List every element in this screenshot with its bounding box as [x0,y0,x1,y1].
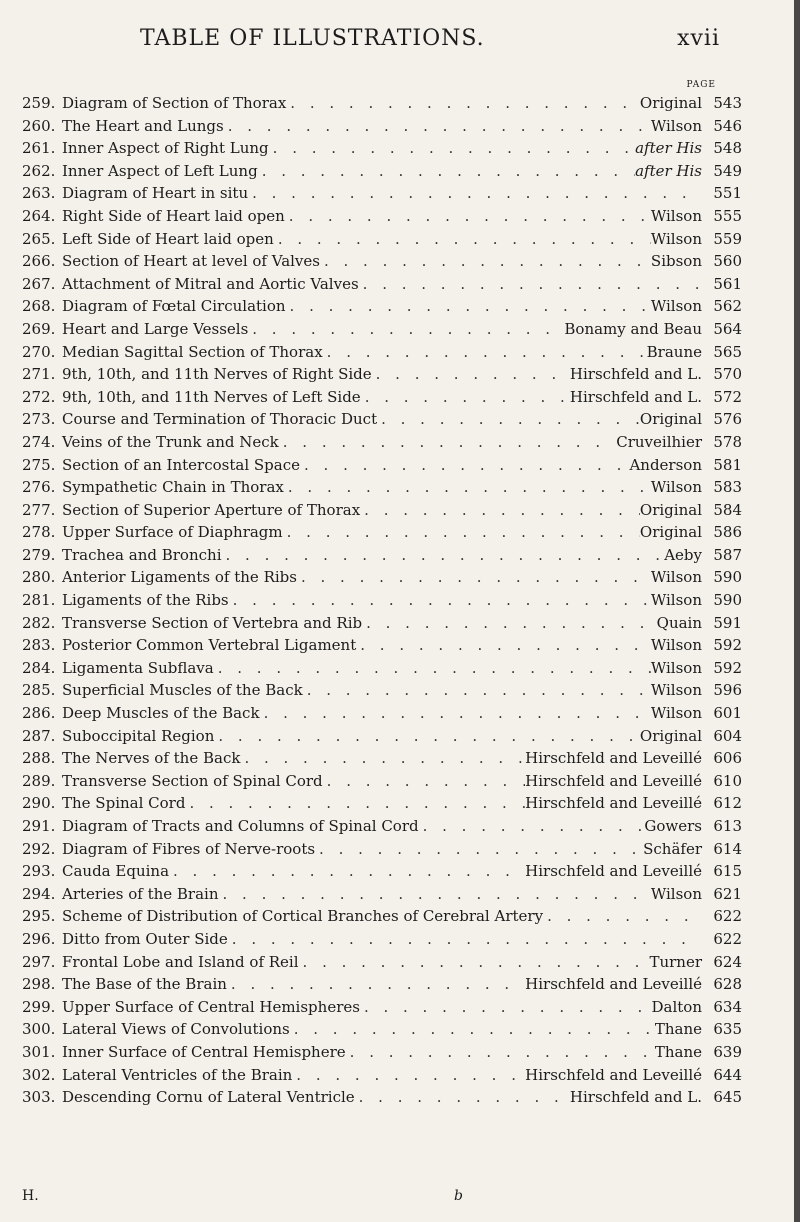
dot-leader [219,885,651,903]
figure-source: Braune [646,342,702,361]
figure-page: 612 [713,794,742,813]
figure-source: Hirschfeld and Leveillé [525,794,702,813]
dot-leader [419,817,645,835]
figure-page: 592 [713,658,742,677]
list-item [22,749,742,772]
figure-number: 270. [22,342,56,361]
dot-leader [300,456,629,474]
figure-number: 300. [22,1020,56,1039]
figure-source: Wilson [650,884,702,903]
dot-leader [315,840,643,858]
figure-title: Ditto from Outer Side [62,929,228,948]
figure-number: 292. [22,839,56,858]
figure-number: 293. [22,862,56,881]
figure-number: 301. [22,1042,56,1061]
list-item [22,862,742,885]
figure-title: Attachment of Mitral and Aortic Valves [62,274,359,293]
figure-page: 621 [713,884,742,903]
figure-title: Lateral Views of Convolutions [62,1020,290,1039]
figure-page: 543 [713,94,742,112]
dot-leader [227,975,525,993]
list-item [22,1020,742,1043]
list-item [22,794,742,817]
figure-source: Hirschfeld and Leveillé [525,1065,702,1084]
figure-number: 285. [22,681,56,700]
page-edge-shadow [794,0,800,1222]
figure-number: 275. [22,455,56,474]
figure-number: 259. [22,94,56,112]
figure-page: 548 [713,139,742,158]
figure-page: 583 [713,478,742,497]
figure-title: Veins of the Trunk and Neck [62,432,279,451]
figure-page: 546 [713,116,742,135]
figure-title: Transverse Section of Vertebra and Rib [62,613,363,632]
dot-leader [222,546,665,564]
figure-number: 279. [22,545,56,564]
dot-leader [224,117,651,135]
figure-title: Section of Heart at level of Valves [62,252,320,271]
list-item [22,704,742,727]
figure-source: Thane [654,1020,702,1039]
figure-source: Original [639,523,702,542]
figure-number: 268. [22,297,56,316]
figure-source: Quain [656,613,702,632]
figure-page: 581 [713,455,742,474]
figure-source: Cruveilhier [616,432,702,451]
figure-source: Hirschfeld and Leveillé [525,771,702,790]
figure-source: Hirschfeld and L. [569,365,702,384]
figure-title: Scheme of Distribution of Cortical Branches of Cerebral Artery [62,907,544,926]
dot-leader [285,207,651,225]
figure-title: Ligaments of the Ribs [62,591,229,610]
list-item [22,433,742,456]
figure-title: Inner Aspect of Left Lung [62,161,258,180]
figure-title: 9th, 10th, and 11th Nerves of Right Side [62,365,372,384]
figure-page: 564 [713,319,742,338]
list-item [22,117,742,140]
list-item [22,772,742,795]
figure-number: 271. [22,365,56,384]
dot-leader [286,297,651,315]
dot-leader [323,772,526,790]
dot-leader [292,1066,525,1084]
dot-leader [228,930,702,948]
figure-number: 299. [22,997,56,1016]
list-item [22,817,742,840]
figure-number: 261. [22,139,56,158]
figure-source: Wilson [650,568,702,587]
figure-page: 590 [713,591,742,610]
list-item [22,230,742,253]
figure-page: 644 [713,1065,742,1084]
figure-title: The Spinal Cord [62,794,186,813]
figure-source: Hirschfeld and L. [569,1088,702,1107]
figure-page: 596 [713,681,742,700]
dot-leader [279,433,616,451]
figure-number: 272. [22,387,56,406]
list-item [22,252,742,275]
figure-number: 280. [22,568,56,587]
figure-source: after His [635,139,702,158]
figure-page: 624 [713,952,742,971]
list-item [22,388,742,411]
figure-source: Original [639,410,702,429]
figure-source: Original [639,94,702,112]
list-item [22,1088,742,1111]
figure-source: after His [635,161,702,180]
figure-source: Anderson [629,455,702,474]
figure-source: Dalton [651,997,702,1016]
figure-page: 613 [713,817,742,835]
figure-page: 562 [713,297,742,316]
figure-page: 615 [713,862,742,881]
figure-number: 298. [22,975,56,994]
list-item [22,998,742,1021]
dot-leader [248,320,564,338]
list-item [22,162,742,185]
figure-page: 584 [713,500,742,519]
figure-title: Course and Termination of Thoracic Duct [62,410,378,429]
figure-page: 635 [713,1020,742,1039]
dot-leader [248,184,702,202]
list-item [22,320,742,343]
figure-number: 283. [22,636,56,655]
figure-title: Diagram of Section of Thorax [62,94,287,112]
figure-number: 282. [22,613,56,632]
figure-title: Section of Superior Aperture of Thorax [62,500,361,519]
list-item [22,1043,742,1066]
figure-page: 570 [713,365,742,384]
figure-page: 639 [713,1042,742,1061]
figure-page: 606 [713,749,742,768]
figure-page: 601 [713,704,742,723]
list-item [22,207,742,230]
list-item [22,501,742,524]
figure-title: Diagram of Heart in situ [62,184,249,203]
figure-page: 551 [713,184,742,203]
figure-number: 289. [22,771,56,790]
figure-title: Upper Surface of Diaphragm [62,523,283,542]
figure-number: 296. [22,929,56,948]
figure-number: 266. [22,252,56,271]
list-item [22,727,742,750]
figure-source: Turner [649,952,702,971]
page-numeral: xvii [677,26,720,51]
figure-title: 9th, 10th, and 11th Nerves of Left Side [62,387,361,406]
figure-title: Heart and Large Vessels [62,319,249,338]
list-item [22,953,742,976]
figure-page: 587 [713,545,742,564]
figure-source: Wilson [650,681,702,700]
dot-leader [286,94,640,112]
figure-title: Diagram of Fibres of Nerve-roots [62,839,316,858]
figure-title: Posterior Common Vertebral Ligament [62,636,357,655]
figure-source: Gowers [644,817,702,835]
gathering-mark: b [454,1188,463,1204]
figure-number: 264. [22,206,56,225]
dot-leader [320,252,651,270]
running-header [0,22,800,56]
dot-leader [284,478,651,496]
figure-title: Inner Surface of Central Hemisphere [62,1042,346,1061]
list-item [22,636,742,659]
figure-number: 262. [22,161,56,180]
dot-leader [362,614,657,632]
dot-leader [346,1043,655,1061]
figure-number: 290. [22,794,56,813]
figure-title: The Heart and Lungs [62,116,224,135]
list-item [22,184,742,207]
figure-page: 634 [713,997,742,1016]
dot-leader [360,998,652,1016]
figure-title: The Nerves of the Back [62,749,241,768]
list-item [22,275,742,298]
figure-number: 302. [22,1065,56,1084]
figure-source: Wilson [650,658,702,677]
figure-title: Inner Aspect of Right Lung [62,139,269,158]
list-item [22,614,742,637]
figure-source: Wilson [650,116,702,135]
figure-title: Superficial Muscles of the Back [62,681,303,700]
figure-page: 590 [713,568,742,587]
figure-source: Wilson [650,229,702,248]
figure-page: 559 [713,229,742,248]
figure-page: 645 [713,1088,742,1107]
list-item [22,478,742,501]
figure-page: 565 [713,342,742,361]
figure-source: Bonamy and Beau [564,319,702,338]
dot-leader [543,907,702,925]
figure-source: Wilson [650,636,702,655]
figure-source: Hirschfeld and L. [569,387,702,406]
list-item [22,523,742,546]
figure-title: Ligamenta Subflava [62,658,214,677]
figure-source: Original [639,726,702,745]
dot-leader [274,230,651,248]
dot-leader [299,953,650,971]
figure-title: Deep Muscles of the Back [62,704,260,723]
dot-leader [297,568,651,586]
figure-title: Suboccipital Region [62,726,215,745]
figure-page: 604 [713,726,742,745]
figure-source: Wilson [650,297,702,316]
list-item [22,139,742,162]
figure-page: 610 [713,771,742,790]
list-item [22,1066,742,1089]
dot-leader [290,1020,655,1038]
list-item [22,546,742,569]
figure-source: Hirschfeld and Leveillé [525,749,702,768]
dot-leader [240,749,525,767]
figure-source: Original [639,500,702,519]
dot-leader [360,501,640,519]
list-item [22,456,742,479]
figure-source: Sibson [650,252,702,271]
dot-leader [323,343,647,361]
figure-number: 303. [22,1088,56,1107]
dot-leader [214,659,651,677]
figure-page: 561 [713,274,742,293]
figure-page: 576 [713,410,742,429]
figure-source: Wilson [650,704,702,723]
dot-leader [260,704,651,722]
dot-leader [258,162,635,180]
dot-leader [372,365,570,383]
figure-page: 622 [713,907,742,926]
figure-number: 284. [22,658,56,677]
dot-leader [359,275,702,293]
figure-title: Anterior Ligaments of the Ribs [62,568,297,587]
figure-source: Wilson [650,206,702,225]
figure-number: 267. [22,274,56,293]
figure-number: 273. [22,410,56,429]
figure-title: Diagram of Fœtal Circulation [62,297,286,316]
figure-number: 274. [22,432,56,451]
figure-title: Left Side of Heart laid open [62,229,274,248]
list-item [22,568,742,591]
dot-leader [361,388,570,406]
figure-page: 586 [713,523,742,542]
figure-title: Lateral Ventricles of the Brain [62,1065,293,1084]
figure-number: 294. [22,884,56,903]
figure-title: The Base of the Brain [62,975,227,994]
page-footer [22,1188,742,1208]
figure-source: Aeby [664,545,702,564]
dot-leader [214,727,640,745]
figure-source: Hirschfeld and Leveillé [525,862,702,881]
figure-number: 286. [22,704,56,723]
list-item [22,343,742,366]
signature-mark: H. [22,1188,39,1204]
figure-page: 592 [713,636,742,655]
dot-leader [269,139,635,157]
figure-title: Right Side of Heart laid open [62,206,285,225]
page-title: TABLE OF ILLUSTRATIONS. [140,26,485,51]
figure-page: 628 [713,975,742,994]
figure-number: 263. [22,184,56,203]
figure-title: Section of an Intercostal Space [62,455,300,474]
figure-page: 560 [713,252,742,271]
figure-number: 287. [22,726,56,745]
figure-title: Arteries of the Brain [62,884,219,903]
figure-page: 572 [713,387,742,406]
list-item [22,297,742,320]
figure-number: 260. [22,116,56,135]
figure-title: Upper Surface of Central Hemispheres [62,997,360,1016]
figure-page: 614 [713,839,742,858]
figure-number: 276. [22,478,56,497]
dot-leader [355,1088,570,1106]
figure-title: Cauda Equina [62,862,170,881]
list-item [22,930,742,953]
figure-source: Thane [654,1042,702,1061]
figure-page: 555 [713,206,742,225]
dot-leader [283,523,640,541]
figure-title: Descending Cornu of Lateral Ventricle [62,1088,355,1107]
figure-title: Trachea and Bronchi [62,545,222,564]
figure-title: Frontal Lobe and Island of Reil [62,952,299,971]
figure-number: 269. [22,319,56,338]
dot-leader [377,410,640,428]
figure-title: Transverse Section of Spinal Cord [62,771,323,790]
dot-leader [169,862,525,880]
figure-source: Wilson [650,478,702,497]
figure-number: 291. [22,817,56,835]
list-item [22,885,742,908]
list-item [22,94,742,117]
dot-leader [303,681,651,699]
figure-page: 578 [713,432,742,451]
list-item [22,365,742,388]
dot-leader [356,636,651,654]
figure-number: 281. [22,591,56,610]
figure-title: Sympathetic Chain in Thorax [62,478,284,497]
figure-page: 622 [713,929,742,948]
figure-title: Diagram of Tracts and Columns of Spinal Cord [62,817,419,835]
figure-number: 278. [22,523,56,542]
figure-source: Schäfer [643,839,702,858]
list-item [22,840,742,863]
figure-source: Wilson [650,591,702,610]
figure-number: 295. [22,907,56,926]
list-item [22,591,742,614]
list-item [22,410,742,433]
figure-number: 265. [22,229,56,248]
figure-number: 277. [22,500,56,519]
illustration-list [22,94,742,1111]
list-item [22,907,742,930]
page-column-label: PAGE [686,80,716,90]
figure-page: 549 [713,161,742,180]
list-item [22,659,742,682]
dot-leader [185,794,525,812]
figure-page: 591 [713,613,742,632]
figure-number: 288. [22,749,56,768]
figure-number: 297. [22,952,56,971]
figure-title: Median Sagittal Section of Thorax [62,342,323,361]
list-item [22,975,742,998]
list-item [22,681,742,704]
figure-source: Hirschfeld and Leveillé [525,975,702,994]
dot-leader [229,591,651,609]
